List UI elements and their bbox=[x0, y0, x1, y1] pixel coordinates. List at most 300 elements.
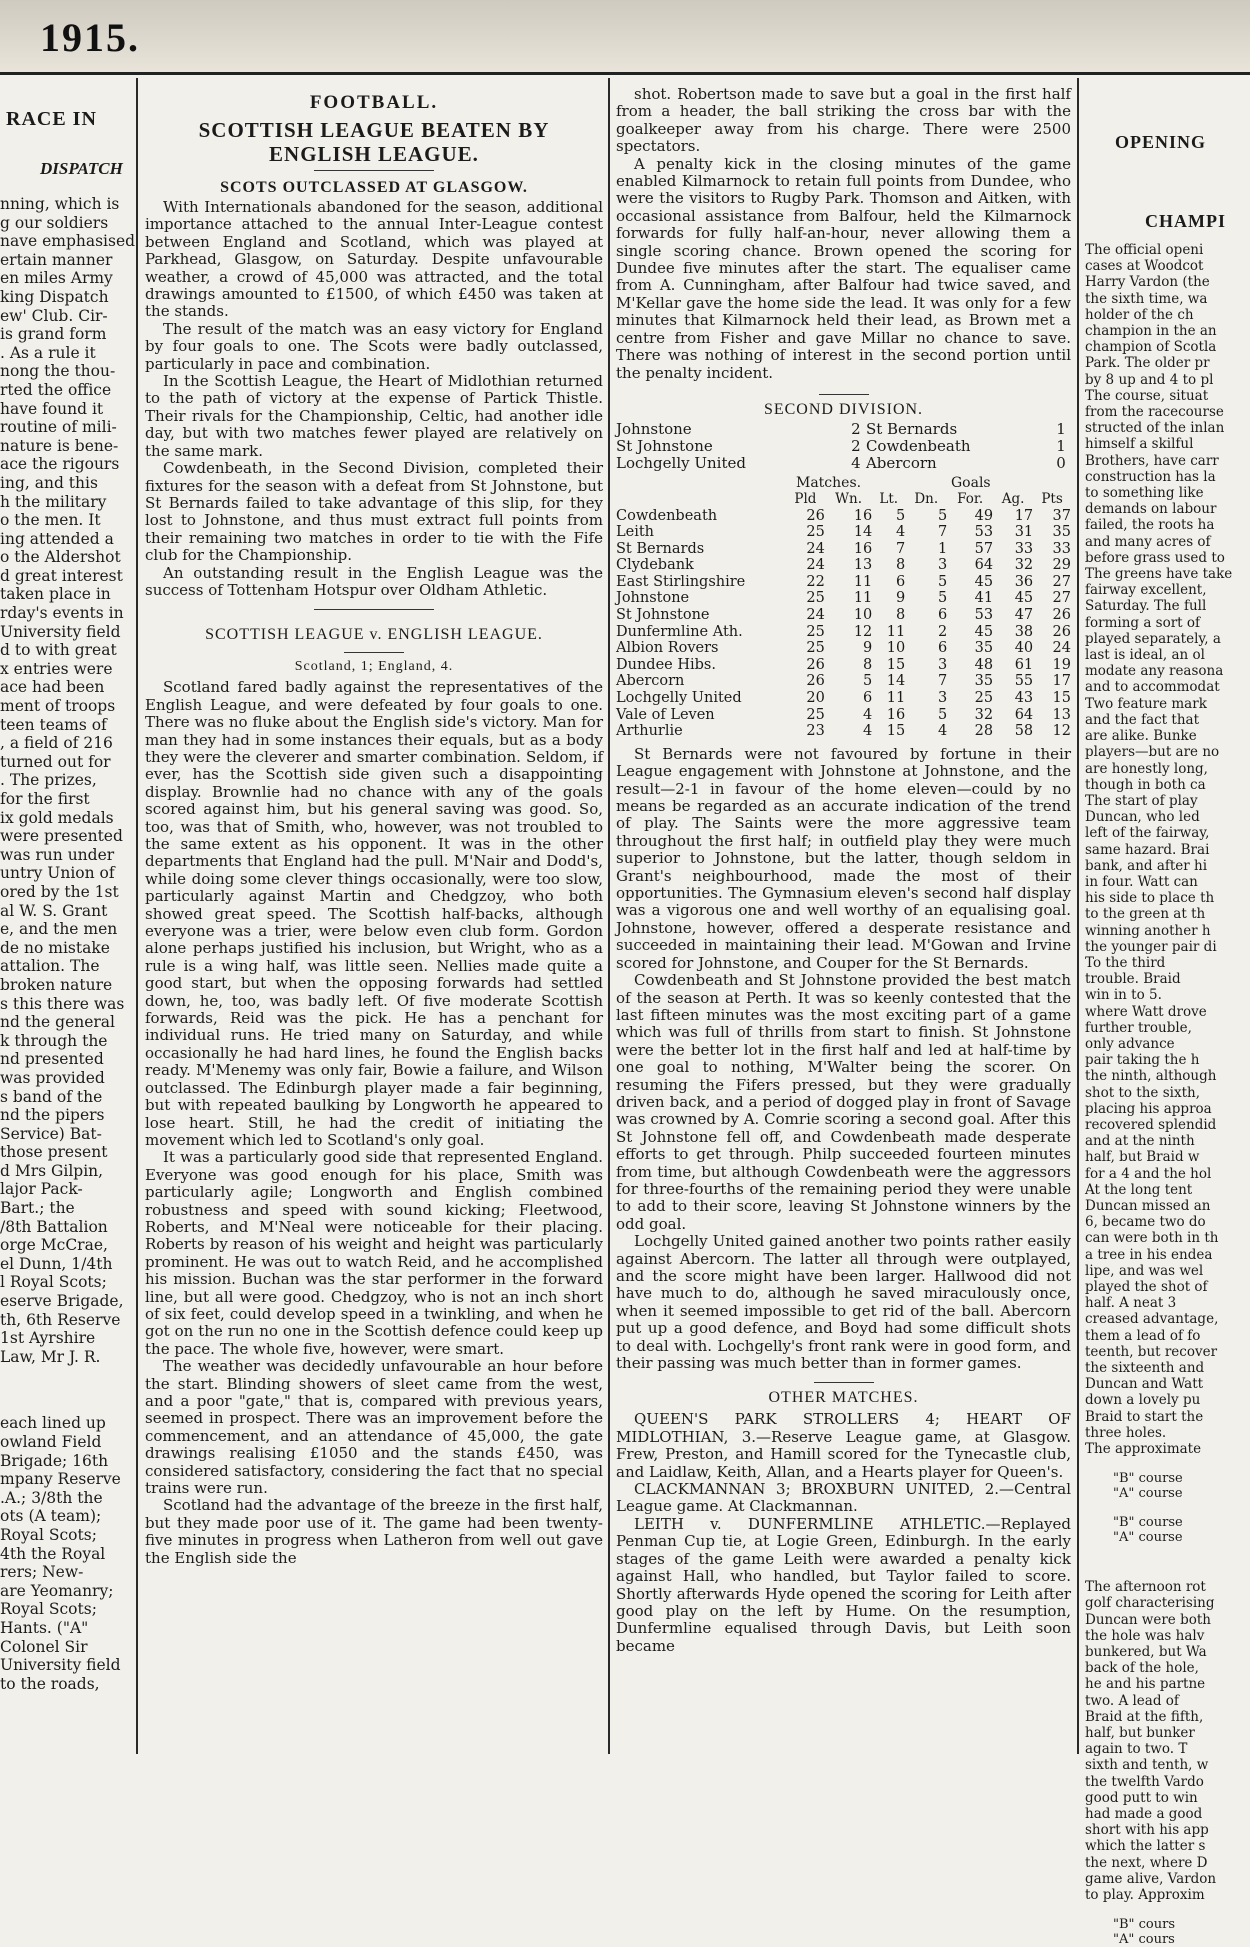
far-right-heading: OPENING bbox=[1115, 132, 1207, 152]
table-cell: 22 bbox=[806, 573, 825, 590]
text-line: which the latter s bbox=[1085, 1838, 1206, 1855]
text-line: three holes. bbox=[1085, 1424, 1167, 1441]
text-line: nning, which is bbox=[0, 195, 120, 213]
text-line: 4th the Royal bbox=[0, 1544, 106, 1563]
text-line: bank, and after hi bbox=[1085, 857, 1208, 874]
table-cell: 64 bbox=[1014, 706, 1034, 723]
text-line: nd presented bbox=[0, 1050, 104, 1069]
text-line: e, and the men bbox=[0, 920, 118, 939]
text-line: placing his approa bbox=[1085, 1100, 1212, 1117]
paragraph: CLACKMANNAN 3; BROXBURN UNITED, 2.—Central League game. At Clackmannan. bbox=[616, 1480, 1071, 1516]
home-team: Johnstone bbox=[616, 419, 692, 438]
home-score: 4 bbox=[851, 453, 861, 472]
table-cell: 35 bbox=[1052, 524, 1071, 541]
text-line: them a lead of fo bbox=[1085, 1327, 1201, 1344]
table-row bbox=[616, 508, 1071, 525]
text-line: game alive, Vardon bbox=[1085, 1870, 1217, 1887]
text-line: o the Aldershot bbox=[0, 548, 121, 567]
text-line: the next, where D bbox=[1085, 1854, 1208, 1871]
text-line: shot to the sixth, bbox=[1085, 1084, 1200, 1101]
table-row bbox=[616, 690, 1071, 707]
table-cell: 37 bbox=[1052, 507, 1071, 524]
text-line: Harry Vardon (the bbox=[1085, 274, 1210, 291]
text-line: was run under bbox=[0, 845, 115, 864]
text-line: nong the thou- bbox=[0, 362, 116, 381]
paragraph: An outstanding result in the English League was the success of Tottenham Hotspur over Oldham Athletic. bbox=[145, 563, 603, 599]
goals-label: Goals bbox=[951, 474, 991, 491]
table-cell: 41 bbox=[974, 590, 994, 607]
text-line: and many acres of bbox=[1085, 533, 1211, 550]
text-line: the sixteenth and bbox=[1085, 1360, 1205, 1377]
table-cell: 6 bbox=[863, 690, 873, 707]
text-line: o the men. It bbox=[0, 511, 101, 530]
table-cell: 11 bbox=[886, 623, 906, 640]
table-row bbox=[616, 557, 1071, 574]
text-line: Braid to start the bbox=[1085, 1408, 1204, 1425]
text-line: Park. The older pr bbox=[1085, 355, 1210, 372]
text-line: untry Union of bbox=[0, 864, 115, 883]
text-line: rted the office bbox=[0, 380, 112, 399]
text-line: th, 6th Reserve bbox=[0, 1310, 121, 1329]
left-column-subheading: DISPATCH bbox=[40, 159, 123, 178]
main-headline: SCOTTISH LEAGUE BEATEN BY ENGLISH LEAGUE. bbox=[198, 118, 550, 166]
text-line: can were both in th bbox=[1085, 1230, 1219, 1247]
table-cell: 11 bbox=[853, 590, 873, 607]
table-header: Ag. bbox=[1001, 490, 1025, 507]
table-cell: 40 bbox=[1014, 640, 1034, 657]
text-line: s band of the bbox=[0, 1087, 103, 1106]
table-cell: 24 bbox=[806, 540, 825, 557]
text-line: are Yeomanry; bbox=[0, 1581, 114, 1600]
text-line: The official openi bbox=[1085, 242, 1204, 258]
text-line: only advance bbox=[1085, 1035, 1175, 1052]
table-cell: 33 bbox=[1052, 540, 1071, 557]
text-line: To the third bbox=[1085, 954, 1166, 971]
text-line: teenth, but recover bbox=[1085, 1343, 1218, 1360]
text-line: played the shot of bbox=[1085, 1279, 1208, 1295]
text-line: was provided bbox=[0, 1068, 105, 1087]
text-line: where Watt drove bbox=[1085, 1003, 1207, 1020]
division-report-paragraphs bbox=[616, 746, 1071, 1373]
text-line: al W. S. Grant bbox=[0, 901, 108, 920]
course-box bbox=[1113, 1917, 1250, 1947]
match-report-paragraphs bbox=[145, 679, 603, 1567]
far-right-text-b bbox=[1085, 1579, 1250, 1903]
left-column-text-a bbox=[0, 195, 136, 1366]
result-row bbox=[616, 455, 1071, 472]
team-name: St Johnstone bbox=[616, 607, 710, 624]
divider bbox=[819, 394, 869, 395]
table-cell: 14 bbox=[886, 673, 906, 690]
paragraph: LEITH v. DUNFERMLINE ATHLETIC.—Replayed Penman Cup tie, at Logie Green, Edinburgh. In the early stages of the game Leith were awarded a penalty kick against Hall, who handled, but Taylor failed to score. Shortly afterwards Hyde opened the scoring for Leith after good play on the left by Hume. On the resumption, Dunfermline equalised through Davis, but Leith soon became bbox=[616, 1514, 1071, 1655]
text-line: pair taking the h bbox=[1085, 1052, 1200, 1069]
text-line: king Dispatch bbox=[0, 287, 109, 306]
table-cell: 61 bbox=[1014, 656, 1034, 673]
team-name: Dundee Hibs. bbox=[616, 656, 716, 673]
text-line: g our soldiers bbox=[0, 213, 109, 232]
text-line: half, but Braid w bbox=[1085, 1149, 1200, 1166]
table-row bbox=[616, 574, 1071, 591]
home-score: 2 bbox=[851, 419, 861, 438]
text-line: were presented bbox=[0, 827, 123, 846]
table-cell: 25 bbox=[806, 590, 825, 607]
table-cell: 5 bbox=[937, 573, 948, 590]
text-line: nature is bene- bbox=[0, 436, 119, 455]
table-cell: 27 bbox=[1052, 573, 1071, 590]
paragraph: A penalty kick in the closing minutes of the game enabled Kilmarnock to retain full points from Dundee, who were the visitors to Rugby Park. Thomson and Aitken, with occasional assistance from Balfour, held the Kilmarnock forwards for fully half-an-hour, never allowing them a single scoring chance. Brown opened the scoring for Dundee five minutes after the start. The equaliser came from A. Cunningham, after Balfour had twice saved, and M'Kellar gave the home side the lead. It was only for a few minutes that Kilmarnock held their lead, as Brown met a centre from Fisher and gave Millar no chance to save. There was nothing of interest in the second portion until the penalty incident. bbox=[616, 154, 1071, 382]
table-header: Wn. bbox=[835, 490, 862, 507]
away-team: Abercorn bbox=[865, 453, 937, 472]
table-cell: 11 bbox=[853, 573, 873, 590]
paragraph: QUEEN'S PARK STROLLERS 4; HEART OF MIDLOTHIAN, 3.—Reserve League game, at Glasgow. Frew, Preston, and Hamill scored for the Tynecastle club, and Laidlaw, Keith, Allan, and a Hearts player for Queen's. bbox=[616, 1410, 1071, 1481]
table-cell: 55 bbox=[1014, 673, 1034, 690]
table-cell: 33 bbox=[1014, 540, 1034, 557]
table-cell: 17 bbox=[1014, 507, 1034, 524]
text-line: de no mistake bbox=[0, 938, 110, 957]
table-cell: 32 bbox=[1014, 557, 1034, 574]
table-cell: 7 bbox=[937, 673, 948, 690]
text-line: k through the bbox=[0, 1031, 108, 1050]
table-row bbox=[616, 624, 1071, 641]
text-line: last is ideal, an ol bbox=[1085, 647, 1205, 664]
text-line: trouble. Braid bbox=[1085, 971, 1181, 988]
text-line: Duncan, who led bbox=[1085, 809, 1200, 826]
table-cell: 49 bbox=[974, 507, 994, 524]
table-cell: 17 bbox=[1052, 673, 1071, 690]
text-line: The start of play bbox=[1085, 792, 1198, 809]
text-line: eserve Brigade, bbox=[0, 1292, 124, 1311]
text-line: champion in the an bbox=[1085, 323, 1217, 340]
text-line: recovered splendid bbox=[1085, 1116, 1217, 1133]
text-line: the younger pair di bbox=[1085, 938, 1217, 955]
table-cell: 6 bbox=[895, 573, 906, 590]
text-line: winning another h bbox=[1085, 922, 1211, 939]
text-line: Royal Scots; bbox=[0, 1600, 97, 1619]
text-line: is grand form bbox=[0, 325, 107, 344]
paragraph: Lochgelly United gained another two points rather easily against Abercorn. The latter all through were outplayed, and the score might have been larger. Hallwood did not have much to do, although he saved miraculously once, when it seemed impossible to get rid of the ball. Abercorn put up a good defence, and Boyd had some difficult shots to deal with. Lochgelly's front rank were in good form, and their passing was much better than in former games. bbox=[616, 1232, 1071, 1373]
course-line: "B" course bbox=[1113, 1515, 1183, 1531]
text-line: the ninth, although bbox=[1085, 1068, 1217, 1085]
text-line: modate any reasona bbox=[1085, 663, 1224, 680]
table-cell: 31 bbox=[1014, 524, 1034, 541]
table-group-labels bbox=[616, 476, 1071, 491]
text-line: forming a sort of bbox=[1085, 614, 1201, 631]
text-line: ots (A team); bbox=[0, 1507, 102, 1526]
table-cell: 25 bbox=[974, 690, 994, 707]
left-column-text-b bbox=[0, 1414, 130, 1693]
table-row bbox=[616, 590, 1071, 607]
far-right-subheading: CHAMPI bbox=[1145, 211, 1226, 231]
text-line: before grass used to bbox=[1085, 549, 1225, 566]
text-line: rday's events in bbox=[0, 604, 124, 623]
table-cell: 19 bbox=[1052, 656, 1071, 673]
text-line: played separately, a bbox=[1085, 630, 1221, 647]
table-cell: 8 bbox=[863, 656, 873, 673]
table-cell: 20 bbox=[806, 690, 825, 707]
team-name: Lochgelly United bbox=[616, 690, 742, 707]
table-cell: 24 bbox=[806, 607, 825, 624]
text-line: good putt to win bbox=[1085, 1789, 1198, 1806]
text-line: down a lovely pu bbox=[1085, 1392, 1201, 1409]
division-heading: SECOND DIVISION. bbox=[763, 400, 924, 418]
table-cell: 25 bbox=[806, 706, 825, 723]
text-line: The afternoon rot bbox=[1085, 1579, 1206, 1596]
table-cell: 24 bbox=[1052, 640, 1071, 657]
table-cell: 16 bbox=[853, 540, 873, 557]
text-line: Bart.; the bbox=[0, 1199, 75, 1218]
paragraph: Cowdenbeath and St Johnstone provided the best match of the season at Perth. It was so keenly contested that the last fifteen minutes was the most exciting part of a game which was full of thrills from start to finish. St Johnstone were the better lot in the first half and led at half-time by one goal to nothing, M'Walter being the scorer. On resuming the Fifers pressed, but they were gradually driven back, and a period of dogged play in front of Savage was crowned by A. Comrie scoring a second goal. After this St Johnstone fell off, and Cowdenbeath made desperate efforts to get through. Philp succeeded fourteen minutes from time, but although Cowdenbeath were the aggressors for three-fourths of the remaining period they were unable to add to their score, leaving St Johnstone winners by the odd goal. bbox=[616, 971, 1071, 1233]
table-cell: 58 bbox=[1014, 723, 1034, 740]
paragraph: With Internationals abandoned for the season, additional importance attached to the annual Inter-League contest between England and Scotland, which was played at Parkhead, Glasgow, on Saturday. Despite unfavourable weather, a crowd of 45,000 was attracted, and the total drawings amounted to £1500, of which £450 was taken at the stands. bbox=[145, 198, 603, 321]
text-line: nd the general bbox=[0, 1013, 116, 1032]
text-line: The approximate bbox=[1085, 1441, 1202, 1458]
text-line: demands on labour bbox=[1085, 501, 1217, 518]
divider bbox=[344, 652, 404, 653]
text-line: to play. Approxim bbox=[1085, 1887, 1205, 1904]
text-line: en miles Army bbox=[0, 269, 113, 288]
table-cell: 12 bbox=[853, 623, 873, 640]
text-line: structed of the inlan bbox=[1085, 420, 1225, 437]
table-cell: 9 bbox=[895, 590, 906, 607]
text-line: Saturday. The full bbox=[1085, 598, 1207, 615]
table-cell: 26 bbox=[1052, 623, 1071, 640]
league-table bbox=[616, 491, 1071, 740]
text-line: the sixth time, wa bbox=[1085, 290, 1208, 307]
table-header bbox=[616, 491, 786, 508]
text-line: Colonel Sir bbox=[0, 1637, 88, 1656]
text-line: teen teams of bbox=[0, 715, 107, 734]
table-cell: 35 bbox=[974, 640, 994, 657]
column-rule bbox=[1077, 78, 1079, 1754]
text-line: Brothers, have carr bbox=[1085, 452, 1219, 469]
text-line: mpany Reserve bbox=[0, 1470, 121, 1489]
team-name: Dunfermline Ath. bbox=[616, 623, 743, 640]
text-line: he and his partne bbox=[1085, 1676, 1206, 1693]
text-line: d great interest bbox=[0, 566, 123, 585]
table-cell: 57 bbox=[974, 540, 994, 557]
text-line: ored by the 1st bbox=[0, 882, 119, 901]
table-cell: 3 bbox=[937, 557, 948, 574]
text-line: a tree in his endea bbox=[1085, 1246, 1213, 1263]
text-line: ertain manner bbox=[0, 250, 113, 269]
text-line: are alike. Bunke bbox=[1085, 728, 1197, 745]
text-line: At the long tent bbox=[1085, 1181, 1193, 1198]
continued-paragraphs bbox=[616, 86, 1071, 382]
table-row bbox=[616, 541, 1071, 558]
table-cell: 13 bbox=[853, 557, 873, 574]
away-score: 1 bbox=[1056, 436, 1066, 455]
table-cell: 15 bbox=[1052, 690, 1071, 707]
text-line: ing, and this bbox=[0, 473, 98, 492]
table-row bbox=[616, 524, 1071, 541]
text-line: ix gold medals bbox=[0, 808, 114, 827]
result-row bbox=[616, 421, 1071, 438]
table-cell: 5 bbox=[937, 507, 948, 524]
text-line: win in to 5. bbox=[1085, 987, 1162, 1004]
table-cell: 64 bbox=[974, 557, 994, 574]
team-name: Clydebank bbox=[616, 557, 694, 574]
table-cell: 36 bbox=[1014, 573, 1034, 590]
text-line: two. A lead of bbox=[1085, 1692, 1179, 1709]
column-rule bbox=[608, 78, 610, 1754]
course-line: "B" cours bbox=[1113, 1917, 1176, 1933]
other-matches-paragraphs bbox=[616, 1411, 1071, 1655]
left-column-heading: RACE IN bbox=[6, 108, 97, 130]
team-name: Leith bbox=[616, 524, 655, 541]
text-line: 6, became two do bbox=[1085, 1214, 1206, 1231]
text-line: d to with great bbox=[0, 641, 117, 660]
table-cell: 4 bbox=[895, 524, 906, 541]
away-score: 1 bbox=[1056, 419, 1066, 438]
table-cell: 15 bbox=[886, 656, 906, 673]
text-line: , a field of 216 bbox=[0, 734, 113, 753]
table-cell: 9 bbox=[863, 640, 873, 657]
table-cell: 5 bbox=[937, 590, 948, 607]
table-header: Pld bbox=[794, 490, 817, 507]
text-line: Royal Scots; bbox=[0, 1525, 97, 1544]
paragraph: In the Scottish League, the Heart of Midlothian returned to the path of victory at the expense of Partick Thistle. Their rivals for the Championship, Celtic, had another idle day, but with two matches fewer played are relatively on the same mark. bbox=[145, 372, 603, 460]
matches-label: Matches. bbox=[796, 474, 862, 491]
table-cell: 43 bbox=[1014, 690, 1034, 707]
text-line: orge McCrae, bbox=[0, 1236, 108, 1255]
text-line: half. A neat 3 bbox=[1085, 1295, 1177, 1312]
table-cell: 2 bbox=[937, 623, 948, 640]
course-line: "A" course bbox=[1113, 1530, 1183, 1546]
table-cell: 8 bbox=[895, 607, 906, 624]
results-table bbox=[616, 421, 1071, 472]
table-cell: 4 bbox=[863, 723, 873, 740]
table-cell: 11 bbox=[886, 690, 906, 707]
home-team: St Johnstone bbox=[616, 436, 713, 455]
table-cell: 10 bbox=[853, 607, 873, 624]
team-name: Albion Rovers bbox=[616, 640, 719, 657]
paragraph: Scotland fared badly against the representatives of the English League, and were defeated by four goals to one. There was no fluke about the English side's victory. Man for man they had in some instances their equals, but as a body they were the cleverer and smarter combination. Seldom, if ever, has the Scottish side given such a disappointing display. Brownlie had no chance with any of the goals scored against him, but his general saving was good. So, too, was that of Smith, who, however, was not troubled to the same extent as his opponent. It was in the other departments that England had the pull. M'Nair and Dodd's, while doing some clever things occasionally, were too slow, particularly against Martin and Chedgzoy, who both showed great speed. The Scottish half-backs, although everyone was a trier, were below even club form. Gordon alone perhaps justified his inclusion, but Wright, who as a rule is a wing half, was little seen. Nellies made quite a good start, but when the opposing forwards had settled down, he, too, was badly left. Of five moderate Scottish forwards, Reid was the pick. He has a penchant for individual runs. He tried many on Saturday, and while occasionally he had hard lines, he found the English backs ready. M'Menemy was only fair, Bowie a failure, and Wilson outclassed. The Edinburgh player made a fair beginning, but with repeated baulking by Longworth he appeared to lose heart. Still, he had the credit of initiating the movement which led to Scotland's only goal. bbox=[145, 678, 603, 1149]
text-line: half, but bunker bbox=[1085, 1725, 1195, 1742]
table-cell: 32 bbox=[974, 706, 994, 723]
table-cell: 16 bbox=[853, 507, 873, 524]
table-header: Pts bbox=[1041, 490, 1063, 507]
table-row bbox=[616, 723, 1071, 740]
table-cell: 4 bbox=[937, 723, 948, 740]
table-cell: 12 bbox=[1052, 723, 1071, 740]
team-name: East Stirlingshire bbox=[616, 573, 746, 590]
other-matches-heading: OTHER MATCHES. bbox=[768, 1389, 919, 1407]
table-header: Lt. bbox=[879, 490, 899, 507]
table-cell: 48 bbox=[974, 656, 994, 673]
section-kicker: FOOTBALL. bbox=[309, 92, 439, 113]
masthead bbox=[0, 0, 1250, 75]
text-line: again to two. T bbox=[1085, 1741, 1188, 1758]
text-line: in four. Watt can bbox=[1085, 873, 1198, 890]
text-line: failed, the roots ha bbox=[1085, 517, 1215, 534]
away-team: St Bernards bbox=[865, 419, 958, 438]
text-line: short with his app bbox=[1085, 1822, 1209, 1839]
table-cell: 26 bbox=[806, 656, 825, 673]
team-name: Abercorn bbox=[616, 673, 685, 690]
text-line: have found it bbox=[0, 399, 104, 418]
paragraph: Scotland had the advantage of the breeze in the first half, but they made poor use of it. The game had been twenty-five minutes in progress when Latheron from well out gave the English side the bbox=[145, 1496, 603, 1567]
text-line: nave emphasised bbox=[0, 232, 136, 251]
text-line: Duncan and Watt bbox=[1085, 1376, 1204, 1393]
table-cell: 47 bbox=[1014, 607, 1034, 624]
table-cell: 24 bbox=[806, 557, 825, 574]
table-cell: 53 bbox=[974, 524, 994, 541]
text-line: the twelfth Vardo bbox=[1085, 1773, 1204, 1790]
text-line: broken nature bbox=[0, 975, 113, 994]
divider bbox=[314, 609, 434, 610]
text-line: . The prizes, bbox=[0, 771, 97, 790]
text-line: Brigade; 16th bbox=[0, 1451, 109, 1470]
text-line: el Dunn, 1/4th bbox=[0, 1254, 113, 1273]
table-row bbox=[616, 607, 1071, 624]
table-cell: 5 bbox=[937, 706, 948, 723]
team-name: Johnstone bbox=[616, 590, 690, 607]
table-cell: 7 bbox=[937, 524, 948, 541]
table-row bbox=[616, 657, 1071, 674]
text-line: .A.; 3/8th the bbox=[0, 1488, 103, 1507]
text-line: his side to place th bbox=[1085, 890, 1215, 907]
text-line: s this there was bbox=[0, 994, 125, 1013]
text-line: cases at Woodcot bbox=[1085, 258, 1204, 275]
paragraph: Cowdenbeath, in the Second Division, completed their fixtures for the season with a defeat from St Johnstone, but St Bernards failed to take advantage of this slip, for they lost to Johnstone, and thus must extract full points from their remaining two matches in order to tie with the Fife club for the Championship. bbox=[145, 459, 603, 565]
team-name: St Bernards bbox=[616, 540, 705, 557]
text-line: attalion. The bbox=[0, 957, 100, 976]
text-line: Service) Bat- bbox=[0, 1124, 102, 1143]
course-box bbox=[1113, 1471, 1250, 1501]
text-line: to something like bbox=[1085, 485, 1204, 502]
paragraph: The weather was decidedly unfavourable an hour before the start. Blinding showers of sleet came from the west, and a poor "gate," that is, compared with previous years, seemed in prospect. There was an improvement before the commencement, and an attendance of 45,000, the gate drawings realising £1050 and the stands £450, was considered satisfactory, considering the fact that no special trains were run. bbox=[145, 1357, 603, 1498]
text-line: d Mrs Gilpin, bbox=[0, 1161, 104, 1180]
text-line: Duncan missed an bbox=[1085, 1197, 1211, 1214]
home-score: 2 bbox=[851, 436, 861, 455]
table-cell: 6 bbox=[937, 607, 948, 624]
text-line: ace had been bbox=[0, 678, 105, 697]
table-cell: 8 bbox=[895, 557, 906, 574]
course-line: "B" course bbox=[1113, 1471, 1183, 1487]
table-cell: 3 bbox=[937, 656, 948, 673]
team-name: Arthurlie bbox=[616, 723, 683, 740]
text-line: /8th Battalion bbox=[0, 1217, 108, 1236]
text-line: taken place in bbox=[0, 585, 111, 604]
right-column bbox=[616, 78, 1071, 1750]
text-line: lajor Pack- bbox=[0, 1180, 83, 1199]
text-line: to the green at th bbox=[1085, 906, 1206, 923]
text-line: ing attended a bbox=[0, 529, 114, 548]
text-line: had made a good bbox=[1085, 1806, 1203, 1823]
table-row bbox=[616, 707, 1071, 724]
table-cell: 25 bbox=[806, 640, 825, 657]
text-line: champion of Scotla bbox=[1085, 339, 1217, 356]
table-cell: 45 bbox=[1014, 590, 1034, 607]
intro-paragraphs bbox=[145, 199, 603, 599]
table-cell: 14 bbox=[853, 524, 873, 541]
table-row bbox=[616, 673, 1071, 690]
table-cell: 26 bbox=[1052, 607, 1071, 624]
table-cell: 3 bbox=[937, 690, 948, 707]
text-line: further trouble, bbox=[1085, 1019, 1192, 1036]
text-line: Two feature mark bbox=[1085, 695, 1207, 712]
text-line: and at the ninth bbox=[1085, 1133, 1195, 1150]
table-cell: 28 bbox=[974, 723, 994, 740]
text-line: Law, Mr J. R. bbox=[0, 1347, 101, 1366]
text-line: those present bbox=[0, 1143, 108, 1162]
table-cell: 45 bbox=[974, 623, 994, 640]
table-cell: 6 bbox=[937, 640, 948, 657]
text-line: l Royal Scots; bbox=[0, 1273, 107, 1292]
text-line: ment of troops bbox=[0, 697, 116, 716]
text-line: University field bbox=[0, 1656, 121, 1675]
text-line: routine of mili- bbox=[0, 418, 117, 437]
